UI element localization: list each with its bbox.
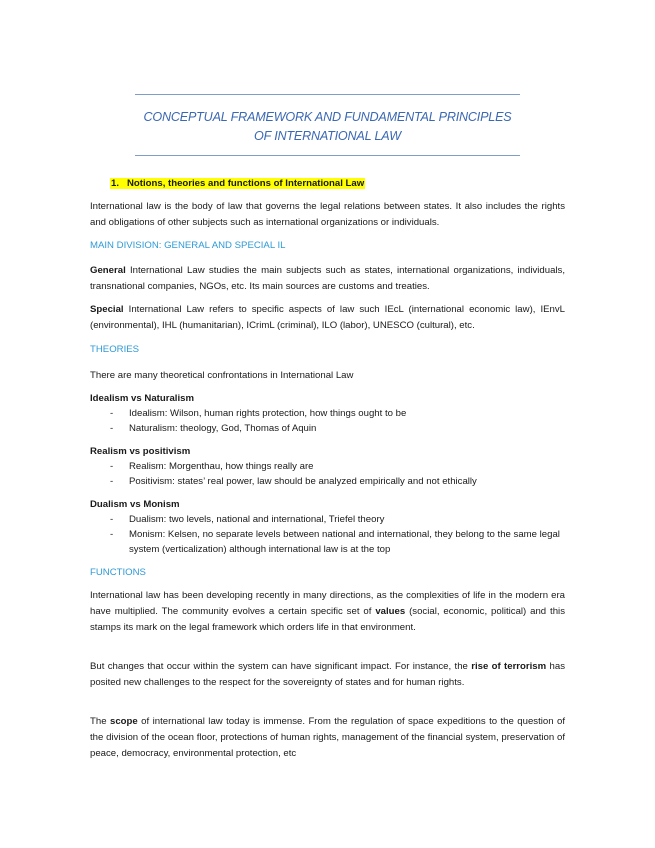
text-run: International law has been developing recently in many directions, as the complexities of life in the modern era have multiplied. The community evolves a certain specific set of: [90, 590, 565, 617]
list-item-text: Positivism: states’ real power, law should be analyzed empirically and not ethically: [129, 476, 477, 487]
intro-paragraph: International law is the body of law that governs the legal relations between states. It also includes the rights and obligations of other subjects such as international organizations or individuals.: [90, 201, 565, 228]
general-bold: General: [90, 265, 126, 276]
text-run: The: [90, 716, 110, 727]
functions-heading: FUNCTIONS: [90, 567, 146, 578]
general-il-paragraph: [90, 263, 565, 295]
title-line-2: OF INTERNATIONAL LAW: [254, 129, 401, 143]
list-item-text: Dualism: two levels, national and international, Triefel theory: [129, 514, 385, 525]
special-il-paragraph: [90, 302, 565, 334]
theories-intro: There are many theoretical confrontations in International Law: [90, 370, 354, 381]
text-run: (social, economic, political) and this stamps its mark on the legal framework which orders life in that environment.: [90, 606, 565, 633]
dash-bullet: -: [110, 423, 114, 434]
main-division-heading: MAIN DIVISION: GENERAL AND SPECIAL IL: [90, 240, 286, 251]
title-line-1: CONCEPTUAL FRAMEWORK AND FUNDAMENTAL PRINCIPLES: [143, 110, 512, 124]
text-run: But changes that occur within the system can have significant impact. For instance, the: [90, 661, 472, 672]
bold-scope: scope: [109, 716, 138, 727]
theory-group-title: Realism vs positivism: [90, 446, 191, 457]
theory-group-title: Idealism vs Naturalism: [90, 393, 194, 404]
title-top-rule: [135, 94, 520, 95]
special-text: International Law refers to specific aspects of law such IEcL (international economic law), IEnvL (environmental), IHL (humanitarian), ICrimL (criminal), ILO (labor), UNESCO (cultural), etc.: [90, 304, 565, 331]
list-item-text: Idealism: Wilson, human rights protection, how things ought to be: [129, 408, 407, 419]
text-run: of international law today is immense. From the regulation of space expeditions to the question of the division of the ocean floor, protections of human rights, management of the financial system, preservation of peace, democracy, environmental protection, etc: [90, 716, 565, 759]
functions-paragraph-2: [90, 659, 565, 691]
section-heading-1: [110, 178, 365, 189]
document-title: [90, 108, 565, 146]
dash-bullet: -: [110, 408, 114, 419]
title-bottom-rule: [135, 155, 520, 156]
theories-heading: THEORIES: [90, 344, 140, 355]
functions-paragraph-3: [90, 714, 565, 762]
functions-paragraph-1: [90, 588, 565, 636]
bold-rise-of-terrorism: rise of terrorism: [471, 661, 547, 672]
highlighted-heading: 1. Notions, theories and functions of International Law: [111, 178, 365, 189]
dash-bullet: -: [110, 476, 114, 487]
special-bold: Special: [90, 304, 124, 315]
dash-bullet: -: [110, 514, 114, 525]
theory-group-title: Dualism vs Monism: [90, 499, 180, 510]
text-run: has posited new challenges to the respect for the sovereignty of states and for human rights.: [90, 661, 565, 688]
bold-values: values: [375, 606, 406, 617]
dash-bullet: -: [110, 461, 114, 472]
list-item-text: Naturalism: theology, God, Thomas of Aquin: [129, 423, 317, 434]
general-text: International Law studies the main subjects such as states, international organizations, individuals, transnational companies, NGOs, etc. Its main sources are customs and treaties.: [90, 265, 565, 292]
list-item-text: Monism: Kelsen, no separate levels between national and international, they belong to the same legal system (verticalization) although international law is at the top: [129, 529, 560, 555]
list-item-text: Realism: Morgenthau, how things really are: [129, 461, 314, 472]
dash-bullet: -: [110, 529, 114, 540]
